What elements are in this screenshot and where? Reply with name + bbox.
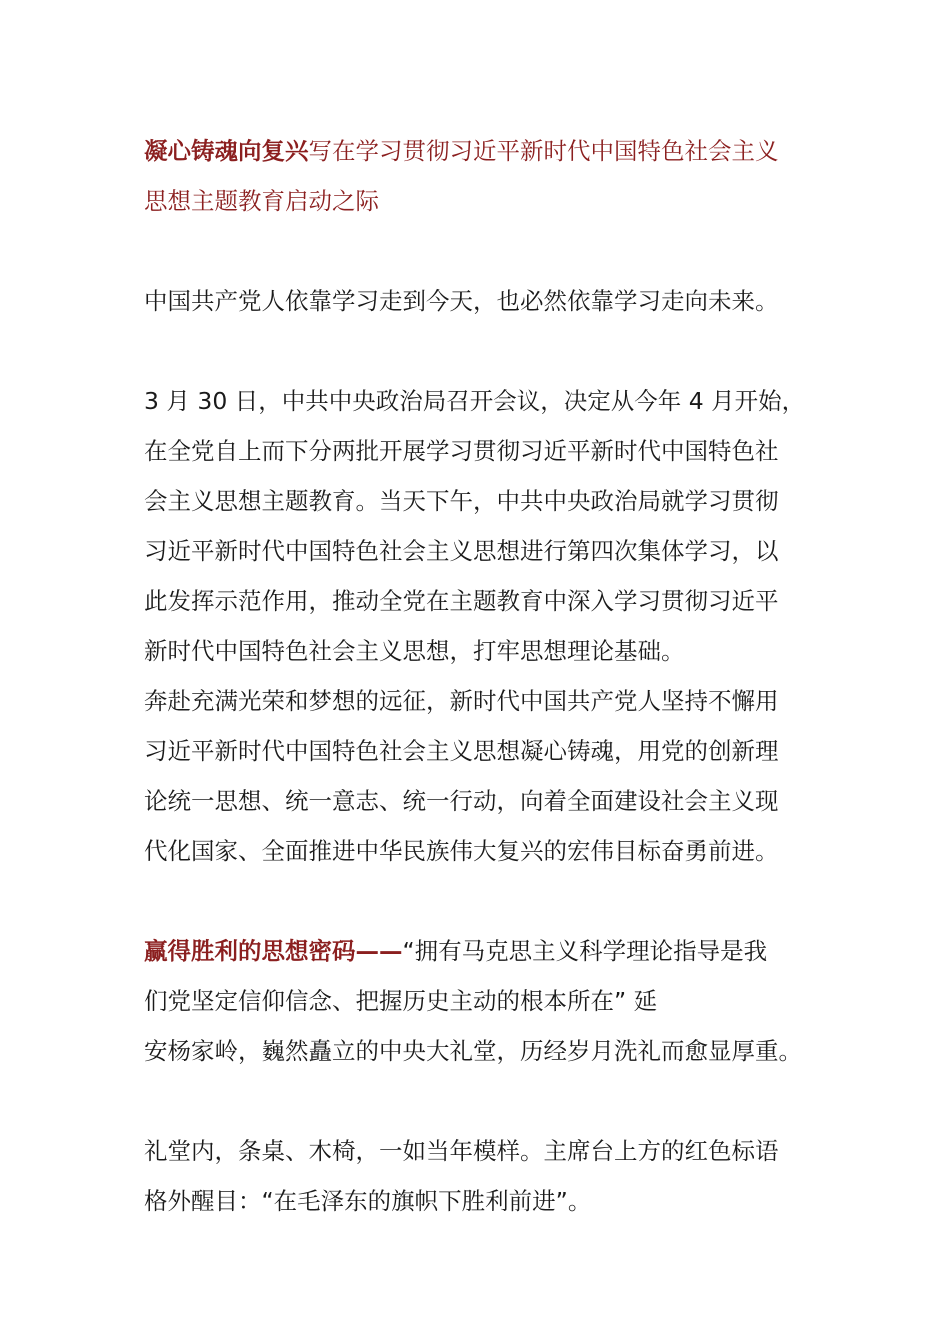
title-line-2: 思想主题教育启动之际 — [144, 187, 379, 215]
section-quote: “拥有马克思主义科学理论指导是我 — [402, 937, 768, 965]
paragraph-line: 此发挥示范作用，推动全党在主题教育中深入学习贯彻习近平 — [144, 587, 779, 615]
section-line-2: 们党坚定信仰信念、把握历史主动的根本所在” 延 — [144, 987, 658, 1015]
article-title — [144, 126, 824, 226]
paragraph-intro — [144, 276, 824, 326]
paragraph-journey — [144, 676, 824, 876]
paragraph-line: 中国共产党人依靠学习走到今天，也必然依靠学习走向未来。 — [144, 287, 779, 315]
paragraph-line: 代化国家、全面推进中华民族伟大复兴的宏伟目标奋勇前进。 — [144, 837, 779, 865]
paragraph-line: 在全党自上而下分两批开展学习贯彻习近平新时代中国特色社 — [144, 437, 779, 465]
section-line-3: 安杨家岭，巍然矗立的中央大礼堂，历经岁月洗礼而愈显厚重。 — [144, 1037, 802, 1065]
document-body — [144, 126, 824, 1226]
paragraph-line: 奔赴充满光荣和梦想的远征，新时代中国共产党人坚持不懈用 — [144, 687, 779, 715]
paragraph-line: 3 月 30 日，中共中央政治局召开会议，决定从今年 4 月开始， — [144, 387, 806, 415]
section-line-1 — [144, 926, 824, 976]
title-bold: 凝心铸魂向复兴 — [144, 137, 309, 165]
section-heading: 赢得胜利的思想密码—— — [144, 937, 403, 965]
paragraph-line: 会主义思想主题教育。当天下午，中共中央政治局就学习贯彻 — [144, 487, 779, 515]
paragraph-line: 习近平新时代中国特色社会主义思想凝心铸魂，用党的创新理 — [144, 737, 779, 765]
paragraph-line: 论统一思想、统一意志、统一行动，向着全面建设社会主义现 — [144, 787, 779, 815]
title-line-1 — [144, 126, 824, 176]
paragraph-line: 新时代中国特色社会主义思想，打牢思想理论基础。 — [144, 637, 685, 665]
paragraph-meeting — [144, 376, 824, 676]
paragraph-line: 礼堂内，条桌、木椅，一如当年模样。主席台上方的红色标语 — [144, 1137, 779, 1165]
paragraph-line: 习近平新时代中国特色社会主义思想进行第四次集体学习，以 — [144, 537, 779, 565]
paragraph-hall — [144, 1126, 824, 1226]
paragraph-line: 格外醒目：“在毛泽东的旗帜下胜利前进”。 — [144, 1187, 592, 1215]
section-heading-paragraph — [144, 926, 824, 1076]
title-rest: 写在学习贯彻习近平新时代中国特色社会主义 — [308, 137, 779, 165]
